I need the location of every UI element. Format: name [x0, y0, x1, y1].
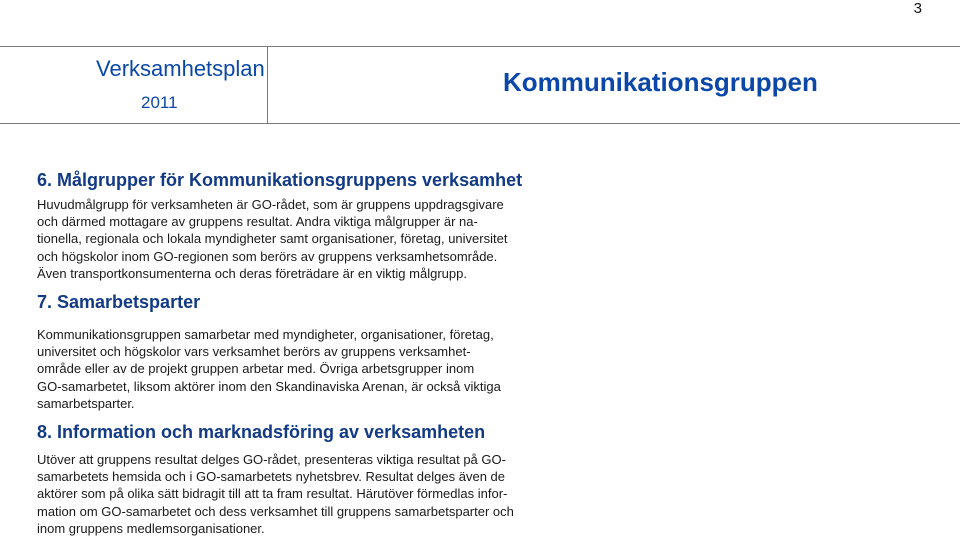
paragraph-line: tionella, regionala och lokala myndigheter samt organisationer, företag, universitet: [37, 231, 508, 247]
section-target-groups: [37, 168, 547, 282]
section-information-marketing: [37, 420, 547, 537]
paragraph-line: och högskolor inom GO-regionen som berörs av gruppens verksamhetsområde.: [37, 248, 498, 264]
page-number: 3: [913, 0, 922, 17]
plan-year: 2011: [141, 93, 178, 112]
section-heading: 6. Målgrupper för Kommunikationsgruppens verksamhet: [37, 170, 523, 190]
section-heading: 7. Samarbetsparter: [37, 292, 201, 313]
paragraph-line: område eller av de projekt gruppen arbetar med. Övriga arbetsgrupper inom: [37, 361, 475, 377]
paragraph-line: Även transportkonsumenterna och deras företrädare är en viktig målgrupp.: [37, 265, 467, 281]
plan-title: Verksamhetsplan: [96, 56, 265, 81]
section-paragraph: [37, 326, 547, 412]
paragraph-line: inom gruppens medlemsorganisationer.: [37, 520, 265, 536]
header-plan-box: [0, 47, 268, 123]
paragraph-line: aktörer som på olika sätt bidragit till att ta fram resultat. Härutöver förmedlas infor-: [37, 486, 508, 502]
paragraph-line: Kommunikationsgruppen samarbetar med myndigheter, organisationer, företag,: [37, 327, 494, 343]
paragraph-line: universitet och högskolor vars verksamhet berörs av gruppens verksamhet-: [37, 344, 471, 360]
paragraph-line: samarbetets hemsida och i GO-samarbetets nyhetsbrev. Resultat delges även de: [37, 469, 505, 485]
paragraph-line: GO-samarbetet, liksom aktörer inom den Skandinaviska Arenan, är också viktiga: [37, 378, 501, 394]
paragraph-line: Huvudmålgrupp för verksamheten är GO-rådet, som är gruppens uppdragsgivare: [37, 197, 504, 212]
paragraph-line: och därmed mottagare av gruppens resultat. Andra viktiga målgrupper är na-: [37, 214, 478, 230]
section-paragraph: [37, 196, 547, 282]
section-heading: 8. Information och marknadsföring av verksamheten: [37, 422, 486, 443]
paragraph-line: mation om GO-samarbetet och dess verksamhet till gruppens samarbetsparter och: [37, 503, 514, 519]
group-title: Kommunikationsgruppen: [503, 67, 818, 97]
section-partners: [37, 290, 547, 412]
document-header: [0, 46, 960, 124]
section-paragraph: [37, 451, 547, 537]
paragraph-line: Utöver att gruppens resultat delges GO-rådet, presenteras viktiga resultat på GO-: [37, 452, 506, 468]
paragraph-line: samarbetsparter.: [37, 395, 135, 411]
document-body: [37, 168, 547, 537]
